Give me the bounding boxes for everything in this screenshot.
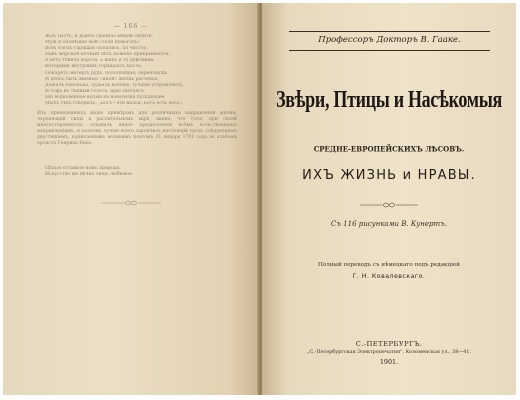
- verse-line: И деньъ быть жизнью «иной» жизнь растенья,: [45, 76, 159, 82]
- prose-paragraph: Изъ приведенныхъ выше примѣровъ для различныхъ направленій жизни, черпающей силы в растительномъ мірѣ, видно, что Гете, при своей многосторонности, отдавалъ явное предпочтеніе всѣмъ естественнымъ направленіямъ, и поэтому лучше всего закончить настоящій трудъ слѣдующимъ двустишіемъ, написаннымъ великимъ поэтомъ 31 января 1791 года въ альбомъ артиста Генриха Бека:: [37, 111, 237, 147]
- publication-year: 1901.: [379, 358, 399, 366]
- ornament-divider-icon: [101, 199, 161, 207]
- author-name: Профессоръ Докторъ В. Гааке.: [318, 35, 461, 45]
- title-page: [262, 3, 516, 395]
- author-frame: [289, 31, 490, 51]
- verse-line: Дежалъ бабонька, тудаязъ вообще, тучами устремляетъ,: [45, 82, 184, 88]
- verse-line: Всех союзъ-гарящая сыпались, по чистоу,: [45, 46, 148, 52]
- ornament-divider-icon: [360, 201, 418, 209]
- book-subtitle: СРЕДНЕ-ЕВРОПЕЙСКИХЪ ЛѢСОВЪ.: [313, 143, 465, 154]
- verse-line: Навъ морской ночный пѣть можено прикрывается;: [45, 52, 170, 58]
- verse-line: Которыми внутряниъ горящаясъ масла,: [45, 64, 143, 70]
- couplet-line: Искусство же вѣчно лишь любимое.: [45, 172, 134, 178]
- editor-name: Г. Н. Ковалевскаго.: [352, 273, 426, 280]
- verse-line: Муж и опонѣшие мой стали помогать»: [45, 40, 140, 46]
- verse-line: Покаретъ метерть руда, полоснящая, переновушь: [45, 70, 168, 76]
- verse-line: Ню водновенное вызыв въ новоселка пускающее: [45, 94, 165, 100]
- verse-line: Ждъ тыстъ, и ждитъ гранила ѳбщей смерти.: [45, 34, 154, 39]
- closing-couplet: [45, 166, 225, 178]
- translation-note: Полный переводъ съ нѣмецкаго подъ редакціей: [318, 262, 460, 268]
- publication-city: С.-ПЕТЕРБУРГЪ.: [355, 340, 423, 348]
- verse-line: А ветъ тѣйилъ ворота, а живъ и тѣ дѣйсмвии,: [45, 58, 155, 64]
- book-title: Звѣри, Птицы и Насѣкомыя: [276, 85, 502, 113]
- illustrations-credit: Съ 116 рисунками В. Кунертъ.: [330, 220, 448, 228]
- open-book-spread: [3, 3, 516, 395]
- book-subtitle-secondary: ИХЪ ЖИЗНЬ и НРАВЫ.: [302, 168, 476, 183]
- couplet-line: Цѣпью оставите вамъ природа,: [45, 166, 121, 171]
- verse-block: [45, 34, 225, 107]
- verse-line: Мылъ тѣхъ говорилъ: „Богъ—эти вызья: Богъ есть лесь».: [45, 101, 184, 107]
- page-number: — 166 —: [113, 23, 149, 30]
- printing-house: „С.-Петербургская Электропечатня", Коломенская ул., 38—41.: [306, 349, 472, 355]
- left-page: [3, 3, 259, 395]
- verse-line: И тофъ въ тѣмный голосъ, ярко шатаясъ,: [45, 88, 146, 94]
